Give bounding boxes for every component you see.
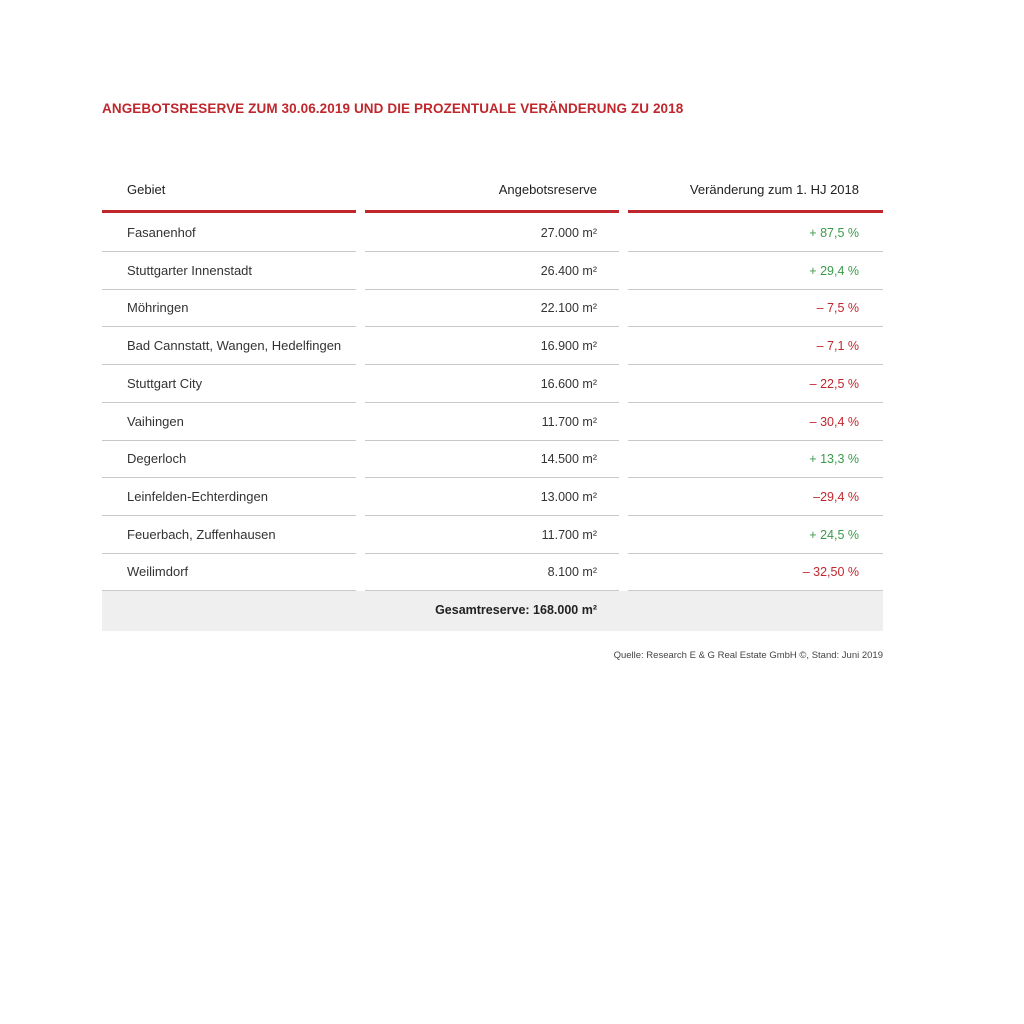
- cell-gebiet: Stuttgarter Innenstadt: [102, 252, 356, 290]
- cell-angebotsreserve: 8.100 m²: [365, 553, 619, 591]
- header-rule-angebotsreserve: [365, 210, 619, 213]
- cell-veraenderung: + 29,4 %: [628, 252, 883, 290]
- cell-veraenderung: – 32,50 %: [628, 553, 883, 591]
- cell-angebotsreserve: 11.700 m²: [365, 403, 619, 441]
- cell-gebiet: Fasanenhof: [102, 214, 356, 252]
- total-value: Gesamtreserve: 168.000 m²: [435, 603, 597, 617]
- cell-angebotsreserve: 13.000 m²: [365, 478, 619, 516]
- cell-angebotsreserve: 27.000 m²: [365, 214, 619, 252]
- cell-angebotsreserve: 16.600 m²: [365, 365, 619, 403]
- cell-gebiet: Weilimdorf: [102, 553, 356, 591]
- cell-gebiet: Leinfelden-Echterdingen: [102, 478, 356, 516]
- cell-gebiet: Stuttgart City: [102, 365, 356, 403]
- cell-veraenderung: + 13,3 %: [628, 440, 883, 478]
- cell-veraenderung: – 7,1 %: [628, 327, 883, 365]
- column-header-veraenderung: Veränderung zum 1. HJ 2018: [689, 182, 859, 197]
- cell-gebiet: Möhringen: [102, 289, 356, 327]
- cell-gebiet: Feuerbach, Zuffenhausen: [102, 516, 356, 554]
- cell-angebotsreserve: 16.900 m²: [365, 327, 619, 365]
- cell-angebotsreserve: 11.700 m²: [365, 516, 619, 554]
- cell-veraenderung: –29,4 %: [628, 478, 883, 516]
- column-header-angebotsreserve: Angebotsreserve: [498, 182, 597, 197]
- header-rule-gebiet: [102, 210, 356, 213]
- cell-veraenderung: – 22,5 %: [628, 365, 883, 403]
- header-rule-veraenderung: [628, 210, 883, 213]
- cell-gebiet: Degerloch: [102, 440, 356, 478]
- cell-angebotsreserve: 22.100 m²: [365, 289, 619, 327]
- table-title: ANGEBOTSRESERVE ZUM 30.06.2019 UND DIE PROZENTUALE VERÄNDERUNG ZU 2018: [102, 101, 684, 116]
- source-note: Quelle: Research E & G Real Estate GmbH ©, Stand: Juni 2019: [613, 650, 883, 661]
- column-header-gebiet: Gebiet: [127, 182, 166, 197]
- cell-veraenderung: + 87,5 %: [628, 214, 883, 252]
- cell-gebiet: Bad Cannstatt, Wangen, Hedelfingen: [102, 327, 356, 365]
- cell-angebotsreserve: 14.500 m²: [365, 440, 619, 478]
- cell-gebiet: Vaihingen: [102, 403, 356, 441]
- cell-veraenderung: + 24,5 %: [628, 516, 883, 554]
- cell-angebotsreserve: 26.400 m²: [365, 252, 619, 290]
- cell-veraenderung: – 30,4 %: [628, 403, 883, 441]
- cell-veraenderung: – 7,5 %: [628, 289, 883, 327]
